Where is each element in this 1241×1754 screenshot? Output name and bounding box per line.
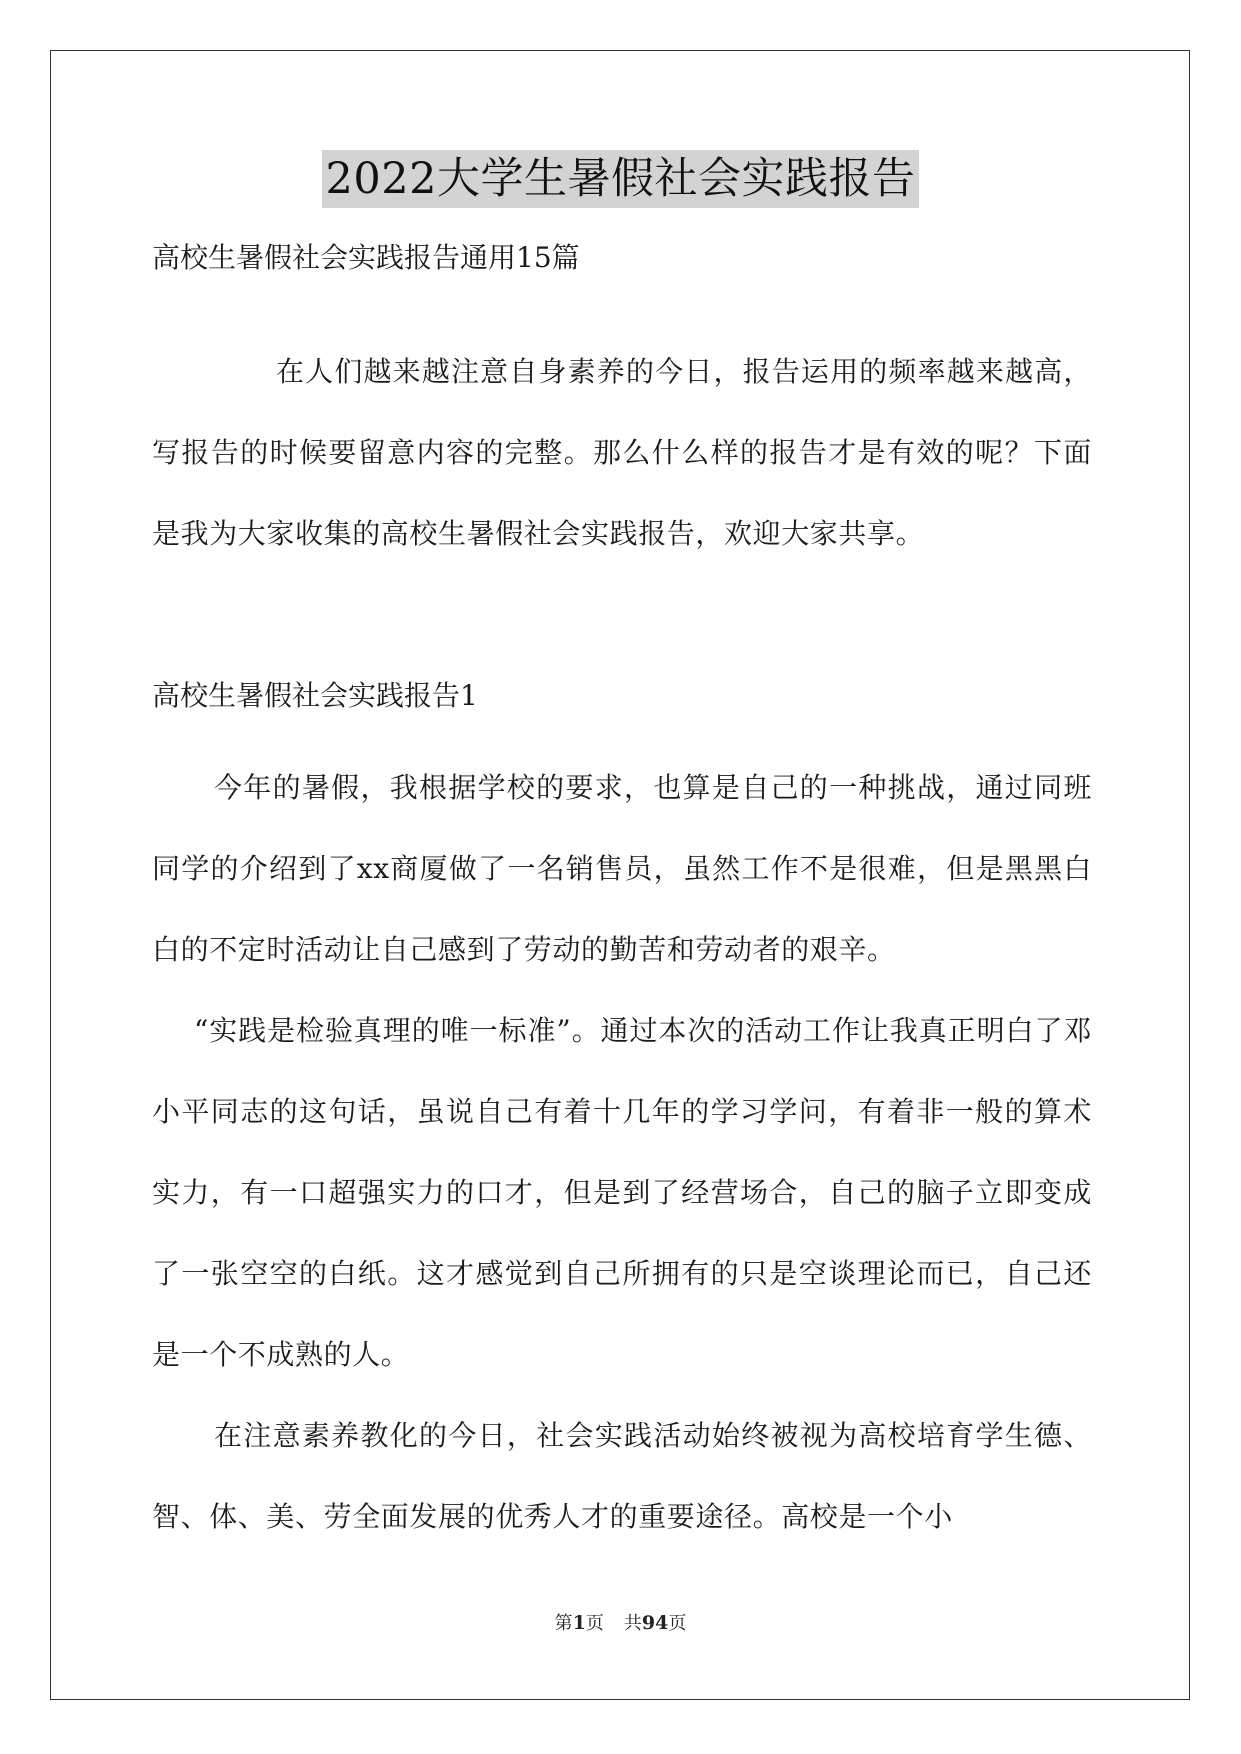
page-footer	[0, 1611, 1241, 1636]
document-title: 2022大学生暑假社会实践报告	[322, 150, 920, 208]
page-suffix: 页	[585, 1613, 604, 1634]
body-paragraph-3: 在注意素养教化的今日，社会实践活动始终被视为高校培育学生德、智、体、美、劳全面发展的优秀人才的重要途径。高校是一个小	[152, 1419, 1092, 1533]
body-paragraph-2: “实践是检验真理的唯一标准”。通过本次的活动工作让我真正明白了邓小平同志的这句话，虽说自己有着十几年的学习学问，有着非一般的算术实力，有一口超强实力的口才，但是到了经营场合，自己的脑子立即变成了一张空空的白纸。这才感觉到自己所拥有的只是空谈理论而已，自己还是一个不成熟的人。	[152, 1014, 1092, 1371]
total-prefix: 共	[623, 1613, 642, 1634]
page-number: 1	[572, 1612, 586, 1634]
intro-paragraph: 在人们越来越注意自身素养的今日，报告运用的频率越来越高，写报告的时候要留意内容的完整。那么什么样的报告才是有效的呢？下面是我为大家收集的高校生暑假社会实践报告，欢迎大家共享。	[152, 355, 1092, 550]
body-paragraph-1: 今年的暑假，我根据学校的要求，也算是自己的一种挑战，通过同班同学的介绍到了xx商厦做了一名销售员，虽然工作不是很难，但是黑黑白白的不定时活动让自己感到了劳动的勤苦和劳动者的艰辛。	[152, 771, 1092, 966]
page-prefix: 第	[554, 1613, 573, 1634]
section-heading: 高校生暑假社会实践报告1	[152, 679, 478, 712]
document-subtitle: 高校生暑假社会实践报告通用15篇	[152, 241, 580, 274]
total-suffix: 页	[668, 1613, 687, 1634]
title-container	[0, 150, 1241, 208]
total-pages: 94	[641, 1612, 669, 1634]
